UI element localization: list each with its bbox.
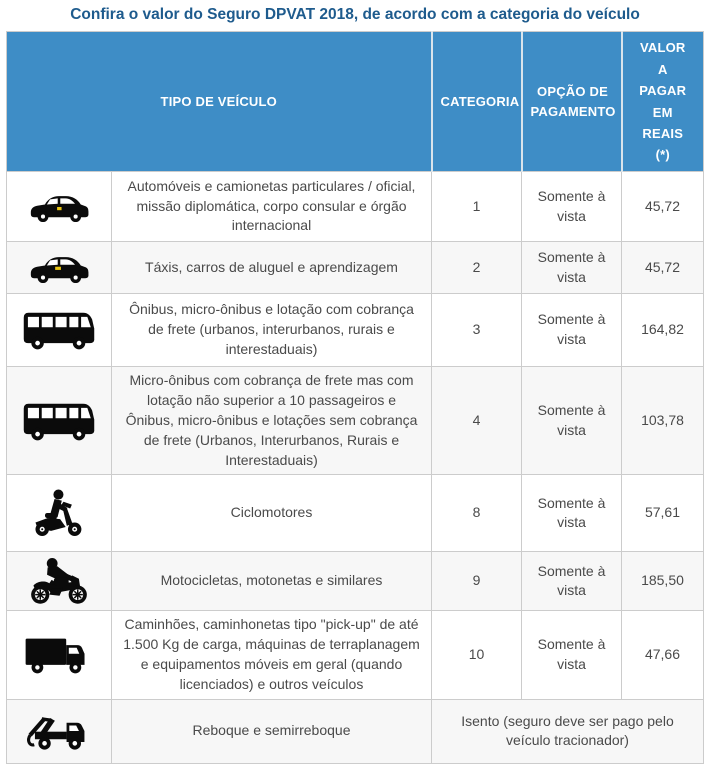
vehicle-description: Ônibus, micro-ônibus e lotação com cobrança de frete (urbanos, interurbanos, rurais e interestaduais) <box>112 294 432 367</box>
vehicle-description: Motocicletas, motonetas e similares <box>112 552 432 611</box>
vehicle-icon-cell <box>7 367 112 475</box>
vehicle-category: 2 <box>432 242 522 294</box>
value-to-pay: 164,82 <box>622 294 704 367</box>
vehicle-description: Reboque e semirreboque <box>112 699 432 763</box>
vehicle-category: 4 <box>432 367 522 475</box>
table-row <box>7 367 704 475</box>
payment-option: Somente à vista <box>522 172 622 242</box>
payment-option: Somente à vista <box>522 552 622 611</box>
vehicle-icon-cell <box>7 475 112 552</box>
truck-icon <box>17 634 101 676</box>
header-opcao-de-pagamento: OPÇÃO DE PAGAMENTO <box>522 32 622 172</box>
table-row <box>7 172 704 242</box>
header-categoria: CATEGORIA <box>432 32 522 172</box>
tow-truck-icon <box>17 709 101 753</box>
vehicle-icon-cell <box>7 294 112 367</box>
vehicle-icon-cell <box>7 172 112 242</box>
table-row <box>7 552 704 611</box>
header-row <box>7 32 704 172</box>
moped-icon <box>17 487 101 539</box>
header-tipo-de-veiculo: TIPO DE VEÍCULO <box>7 32 432 172</box>
value-to-pay: 45,72 <box>622 242 704 294</box>
vehicle-category: 9 <box>432 552 522 611</box>
payment-option: Somente à vista <box>522 611 622 700</box>
value-to-pay: 47,66 <box>622 611 704 700</box>
vehicle-category: 10 <box>432 611 522 700</box>
table-row <box>7 475 704 552</box>
table-header <box>7 32 704 172</box>
payment-option: Somente à vista <box>522 294 622 367</box>
value-to-pay: 103,78 <box>622 367 704 475</box>
bus-icon <box>17 309 101 351</box>
vehicle-category: 8 <box>432 475 522 552</box>
vehicle-description: Automóveis e camionetas particulares / oficial, missão diplomática, corpo consular e órgão internacional <box>112 172 432 242</box>
vehicle-icon-cell <box>7 552 112 611</box>
taxi-icon <box>17 250 101 286</box>
table-row <box>7 611 704 700</box>
vehicle-category: 3 <box>432 294 522 367</box>
bus-icon <box>17 400 101 442</box>
payment-option: Somente à vista <box>522 475 622 552</box>
vehicle-icon-cell <box>7 699 112 763</box>
payment-option: Somente à vista <box>522 367 622 475</box>
vehicle-description: Táxis, carros de aluguel e aprendizagem <box>112 242 432 294</box>
vehicle-category: 1 <box>432 172 522 242</box>
car-icon <box>17 189 101 225</box>
exempt-note-cell: Isento (seguro deve ser pago pelo veículo tracionador) <box>432 699 704 763</box>
vehicle-description: Ciclomotores <box>112 475 432 552</box>
table-row <box>7 699 704 763</box>
table-row <box>7 242 704 294</box>
header-valor-a-pagar: VALOR A PAGAR EM REAIS (*) <box>622 32 704 172</box>
dpvat-values-table <box>6 31 704 764</box>
value-to-pay: 185,50 <box>622 552 704 611</box>
table-row <box>7 294 704 367</box>
value-to-pay: 57,61 <box>622 475 704 552</box>
vehicle-icon-cell <box>7 611 112 700</box>
payment-option: Somente à vista <box>522 242 622 294</box>
motorcycle-icon <box>17 556 101 606</box>
value-to-pay: 45,72 <box>622 172 704 242</box>
vehicle-description: Caminhões, caminhonetas tipo "pick-up" de até 1.500 Kg de carga, máquinas de terraplanagem e equipamentos móveis em geral (quando licenciados) e outros veículos <box>112 611 432 700</box>
vehicle-description: Micro-ônibus com cobrança de frete mas com lotação não superior a 10 passageiros e Ônibus, micro-ônibus e lotações sem cobrança de frete (Urbanos, Interurbanos, Rurais e Interestaduais) <box>112 367 432 475</box>
page-title: Confira o valor do Seguro DPVAT 2018, de acordo com a categoria do veículo <box>70 6 640 23</box>
vehicle-icon-cell <box>7 242 112 294</box>
